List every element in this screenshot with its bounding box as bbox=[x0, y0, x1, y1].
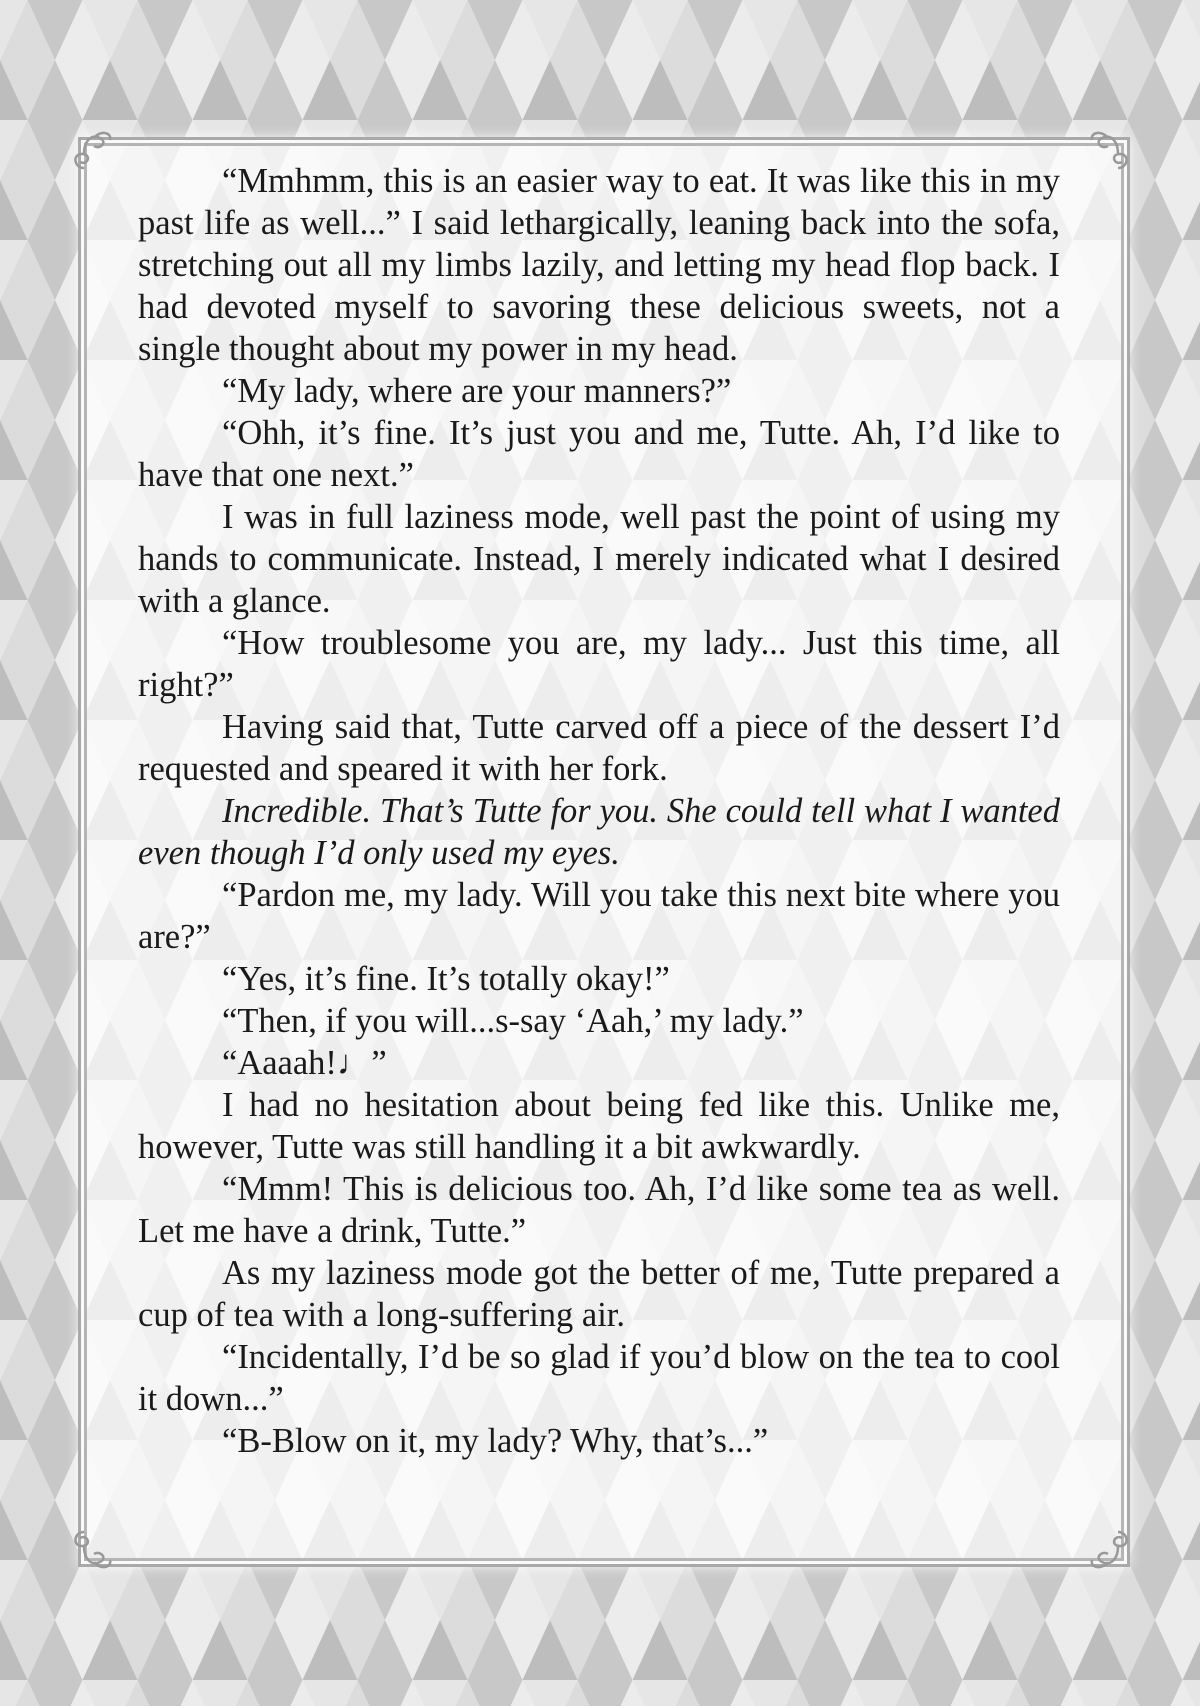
corner-flourish-icon bbox=[64, 1522, 118, 1576]
paragraph: “Yes, it’s fine. It’s totally okay!” bbox=[222, 960, 670, 998]
paragraph: “How troublesome you are, my lady... Just this time, all right?” bbox=[138, 624, 1060, 704]
paragraph: “Pardon me, my lady. Will you take this next bite where you are?” bbox=[138, 876, 1060, 956]
body-text bbox=[138, 160, 1060, 1462]
paragraph: “My lady, where are your manners?” bbox=[222, 372, 732, 410]
paragraph: “Mmhmm, this is an easier way to eat. It was like this in my past life as well...” I said lethargically, leaning back into the sofa, stretching out all my limbs lazily, and letting my head flop back. I had devoted myself to savoring these delicious sweets, not a single thought about my power in my head. bbox=[138, 162, 1060, 368]
paragraph: Having said that, Tutte carved off a piece of the dessert I’d requested and speared it with her fork. bbox=[138, 708, 1060, 788]
paragraph: “Then, if you will...s-say ‘Aah,’ my lady.” bbox=[222, 1002, 804, 1040]
paragraph: As my laziness mode got the better of me, Tutte prepared a cup of tea with a long-suffering air. bbox=[138, 1254, 1060, 1334]
paragraph: “Mmm! This is delicious too. Ah, I’d like some tea as well. Let me have a drink, Tutte.” bbox=[138, 1170, 1060, 1250]
corner-flourish-icon bbox=[64, 124, 118, 178]
paragraph: I had no hesitation about being fed like this. Unlike me, however, Tutte was still handling it a bit awkwardly. bbox=[138, 1086, 1060, 1166]
paragraph: I was in full laziness mode, well past the point of using my hands to communicate. Instead, I merely indicated what I desired with a glance. bbox=[138, 498, 1060, 620]
corner-flourish-icon bbox=[1084, 1522, 1138, 1576]
paragraph: “B-Blow on it, my lady? Why, that’s...” bbox=[222, 1422, 769, 1460]
paragraph: “Aaaah!♩” bbox=[222, 1044, 387, 1082]
paragraph: “Ohh, it’s fine. It’s just you and me, Tutte. Ah, I’d like to have that one next.” bbox=[138, 414, 1060, 494]
corner-flourish-icon bbox=[1084, 124, 1138, 178]
paragraph-italic-thought: Incredible. That’s Tutte for you. She could tell what I wanted even though I’d only used my eyes. bbox=[138, 792, 1060, 872]
paragraph: “Incidentally, I’d be so glad if you’d blow on the tea to cool it down...” bbox=[138, 1338, 1060, 1418]
